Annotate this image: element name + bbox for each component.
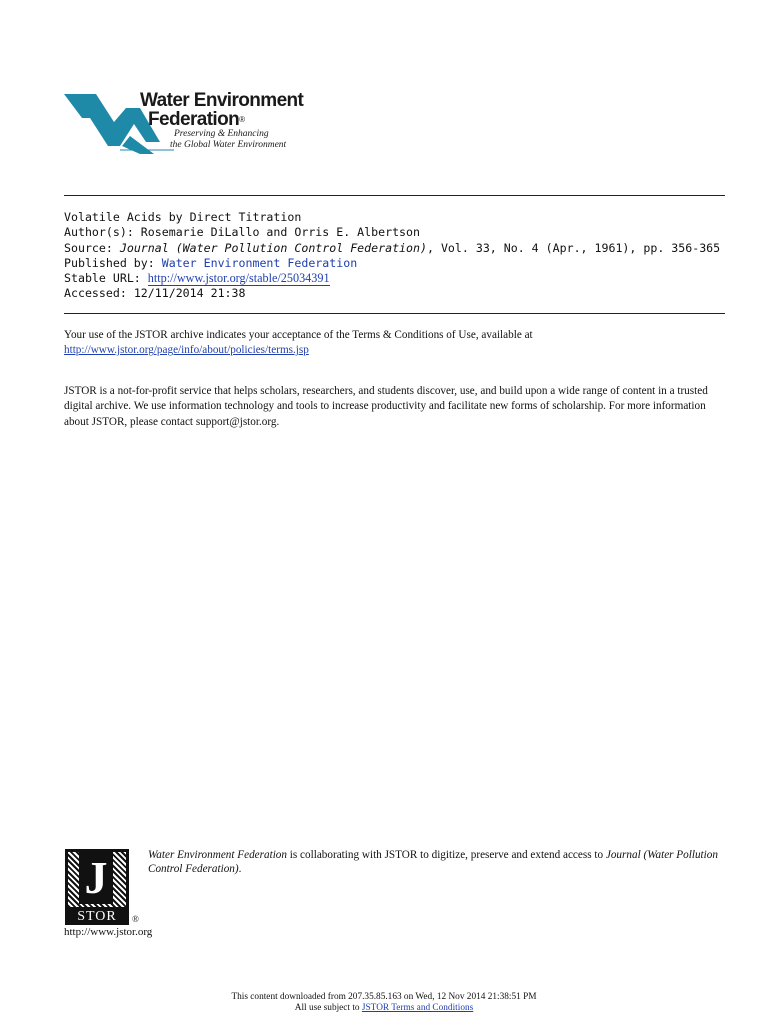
article-authors: Author(s): Rosemarie DiLallo and Orris E. Albertson: [64, 225, 420, 240]
footer-terms-link[interactable]: JSTOR Terms and Conditions: [361, 1002, 474, 1013]
article-metadata: [64, 210, 734, 302]
stable-url-link[interactable]: http://www.jstor.org/stable/25034391: [147, 271, 330, 286]
article-title: Volatile Acids by Direct Titration: [64, 210, 302, 224]
terms-text: Your use of the JSTOR archive indicates your acceptance of the Terms & Conditions of Use, available at: [64, 329, 533, 341]
article-source: Source: Journal (Water Pollution Control Federation), Vol. 33, No. 4 (Apr., 1961), pp. 356-365: [64, 240, 721, 255]
download-footer: [0, 992, 768, 1013]
jstor-logo-word: STOR: [77, 909, 117, 924]
wef-logo-name: [140, 91, 303, 129]
logo-tagline-line1: Preserving & Enhancing: [174, 129, 269, 139]
jstor-logo-letter: J: [79, 852, 113, 904]
article-accessed: Accessed: 12/11/2014 21:38: [64, 286, 246, 301]
logo-tagline-line2: the Global Water Environment: [170, 140, 287, 150]
wef-logo-tagline: [170, 129, 287, 151]
terms-link[interactable]: http://www.jstor.org/page/info/about/policies/terms.jsp: [64, 344, 309, 357]
logo-name-line1: Water Environment: [140, 90, 304, 111]
logo-name-line2: Federation: [148, 109, 240, 130]
wef-logo: [64, 88, 364, 158]
top-divider: [64, 195, 725, 196]
article-stable-url: Stable URL: http://www.jstor.org/stable/25034391: [64, 271, 330, 286]
about-jstor-paragraph: JSTOR is a not-for-profit service that helps scholars, researchers, and students discover, use, and build upon a wide range of content in a trusted digital archive. We use information technology and tools to increase productivity and facilitate new forms of scholarship. For more information about JSTOR, please contact support@jstor.org.: [64, 385, 708, 428]
bottom-divider: [64, 313, 725, 314]
article-publisher: Published by: Water Environment Federation: [64, 255, 358, 270]
collaboration-statement: Water Environment Federation is collaborating with JSTOR to digitize, preserve and extend access to Journal (Water Pollution Control Federation).: [148, 849, 718, 875]
jstor-registered-mark: ®: [132, 914, 139, 924]
publisher-link[interactable]: Water Environment Federation: [161, 255, 358, 270]
logo-registered-mark: ®: [239, 115, 245, 124]
jstor-home-url[interactable]: http://www.jstor.org: [64, 926, 153, 938]
terms-paragraph: [64, 328, 724, 359]
footer-download-info: This content downloaded from 207.35.85.163 on Wed, 12 Nov 2014 21:38:51 PM: [231, 992, 537, 1002]
footer-terms-line: All use subject to JSTOR Terms and Conditions: [294, 1002, 474, 1013]
jstor-logo: [65, 849, 129, 925]
